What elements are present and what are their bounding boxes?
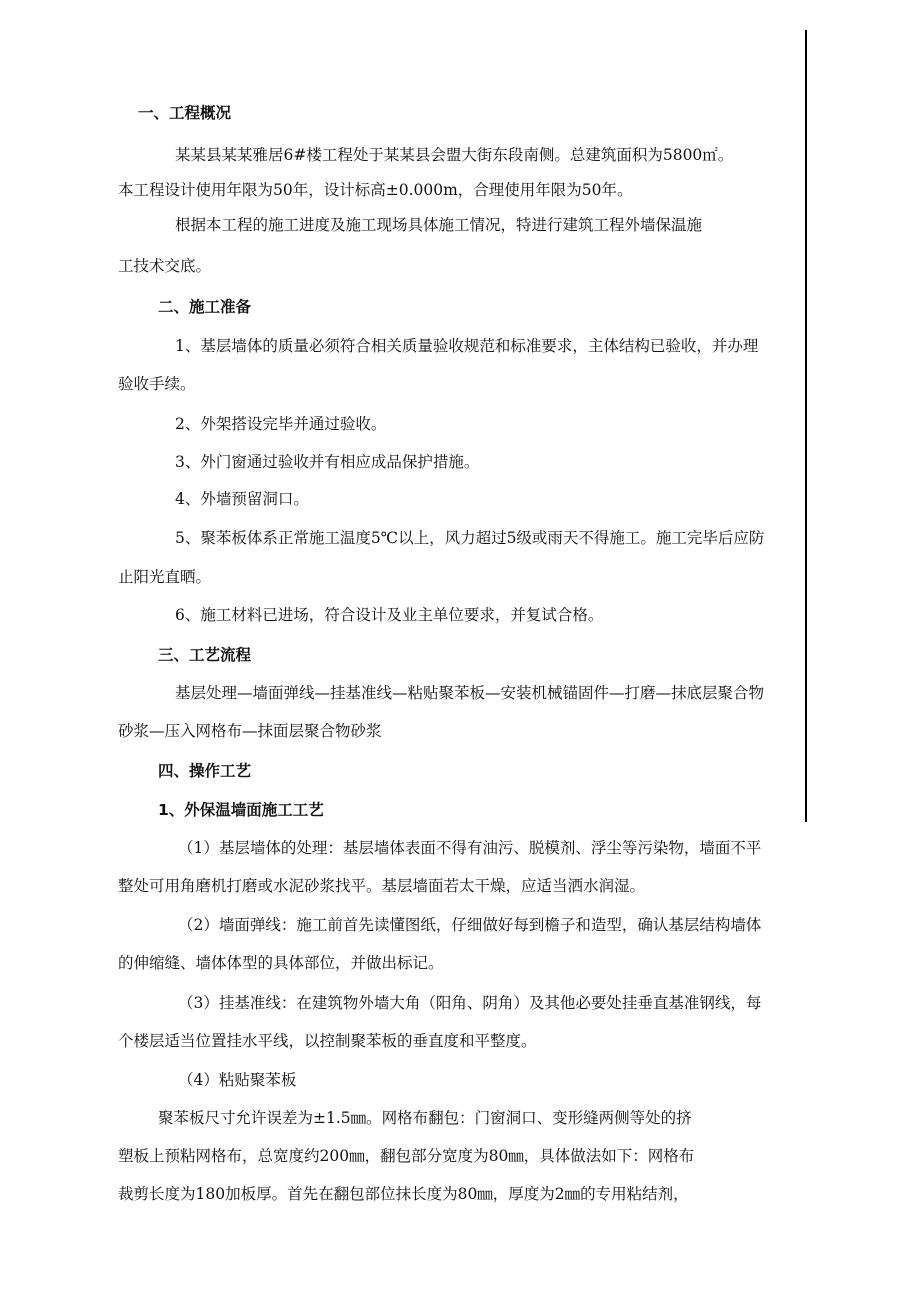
section-heading: 1、外保温墙面施工工艺	[158, 801, 324, 819]
paragraph-line: 4、外墙预留洞口。	[175, 490, 309, 508]
paragraph-line: 工技术交底。	[118, 257, 212, 275]
paragraph-line: 5、聚苯板体系正常施工温度5℃以上，风力超过5级或雨天不得施工。施工完毕后应防	[175, 529, 765, 547]
paragraph-line: （2）墙面弹线：施工前首先读懂图纸，仔细做好每到檐子和造型，确认基层结构墙体	[178, 916, 762, 934]
paragraph-line: 基层处理—墙面弹线—挂基准线—粘贴聚苯板—安装机械锚固件—打磨—抹底层聚合物	[175, 684, 765, 702]
paragraph-line: 1、基层墙体的质量必须符合相关质量验收规范和标准要求，主体结构已验收，并办理	[175, 337, 759, 355]
section-heading: 三、工艺流程	[158, 646, 252, 664]
margin-rule	[805, 30, 807, 822]
paragraph-line: 本工程设计使用年限为50年，设计标高±0.000m，合理使用年限为50年。	[118, 181, 633, 199]
paragraph-line: 塑板上预粘网格布，总宽度约200㎜，翻包部分宽度为80㎜，具体做法如下：网格布	[118, 1147, 695, 1165]
section-heading: 一、工程概况	[138, 104, 232, 122]
paragraph-line: 2、外架搭设完毕并通过验收。	[175, 415, 387, 433]
paragraph-line: 裁剪长度为180加板厚。首先在翻包部位抹长度为80㎜，厚度为2㎜的专用粘结剂，	[118, 1185, 689, 1203]
paragraph-line: 6、施工材料已进场，符合设计及业主单位要求，并复试合格。	[175, 606, 604, 624]
paragraph-line: 整处可用角磨机打磨或水泥砂浆找平。基层墙面若太干燥，应适当洒水润湿。	[118, 877, 646, 895]
paragraph-line: 验收手续。	[118, 375, 196, 393]
paragraph-line: （4）粘贴聚苯板	[178, 1071, 297, 1089]
paragraph-line: 止阳光直晒。	[118, 568, 212, 586]
paragraph-line: 3、外门窗通过验收并有相应成品保护措施。	[175, 453, 480, 471]
paragraph-line: 砂浆—压入网格布—抹面层聚合物砂浆	[118, 722, 382, 740]
paragraph-line: 个楼层适当位置挂水平线，以控制聚苯板的垂直度和平整度。	[118, 1032, 537, 1050]
paragraph-line: 的伸缩缝、墙体体型的具体部位，并做出标记。	[118, 954, 444, 972]
paragraph-line: 某某县某某雅居6#楼工程处于某某县会盟大街东段南侧。总建筑面积为5800㎡。	[175, 146, 734, 164]
paragraph-line: （3）挂基准线：在建筑物外墙大角（阳角、阴角）及其他必要处挂垂直基准钢线，每	[178, 994, 762, 1012]
paragraph-line: 根据本工程的施工进度及施工现场具体施工情况，特进行建筑工程外墙保温施	[175, 216, 703, 234]
paragraph-line: 聚苯板尺寸允许误差为±1.5㎜。网格布翻包：门窗洞口、变形缝两侧等处的挤	[158, 1109, 692, 1127]
paragraph-line: （1）基层墙体的处理：基层墙体表面不得有油污、脱模剂、浮尘等污染物，墙面不平	[178, 839, 762, 857]
section-heading: 四、操作工艺	[158, 762, 252, 780]
section-heading: 二、施工准备	[158, 298, 252, 316]
